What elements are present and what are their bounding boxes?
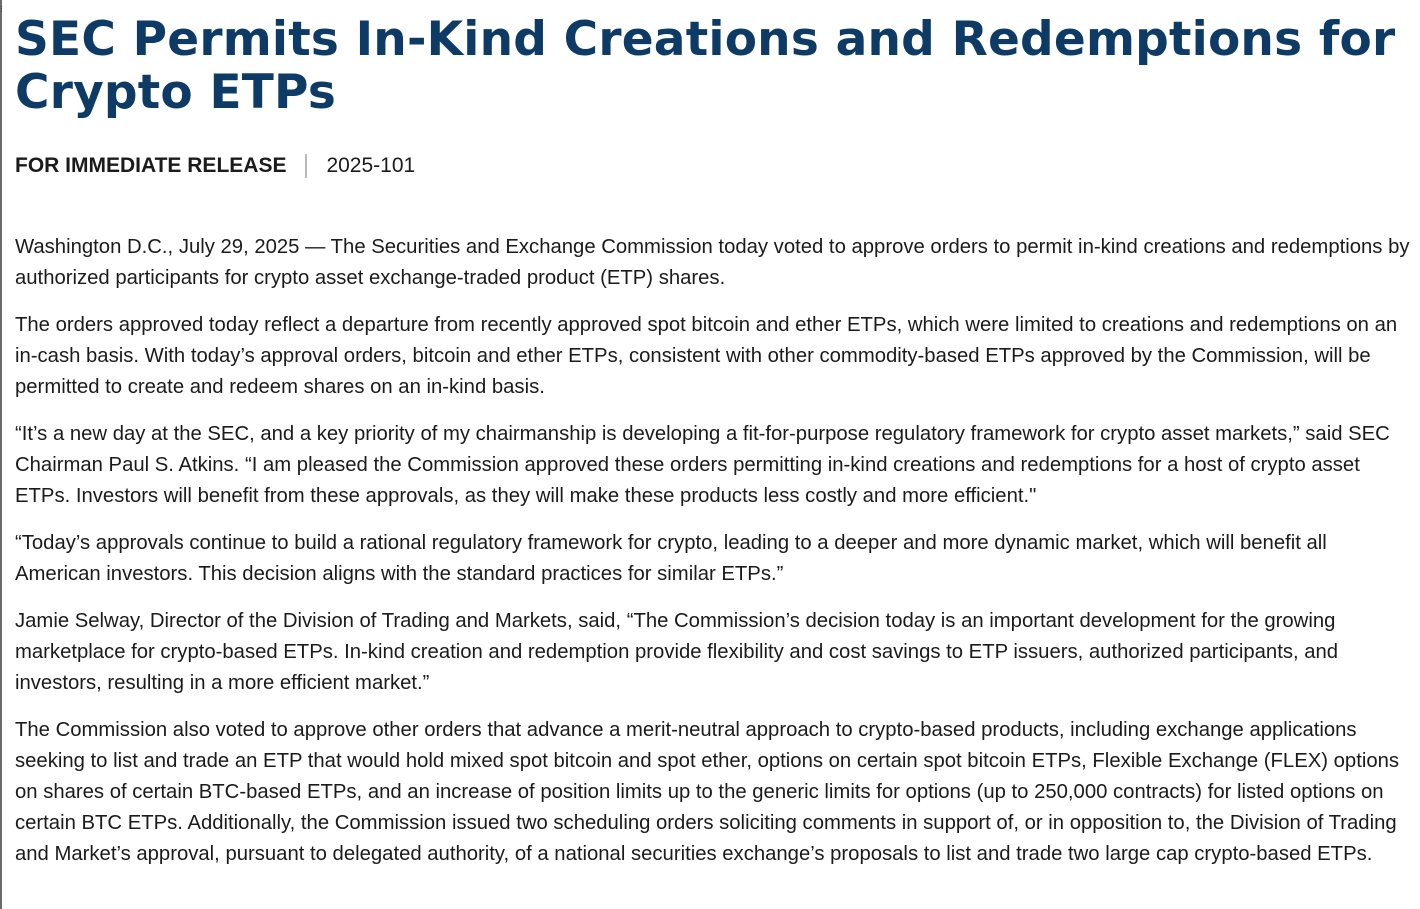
- paragraph-4: “Today’s approvals continue to build a rational regulatory framework for crypto, leading to a deeper and more dynamic market, which will benefit all American investors. This decision aligns with the standard practices for similar ETPs.”: [15, 532, 1327, 585]
- paragraph-3: “It’s a new day at the SEC, and a key priority of my chairmanship is developing a fit-for-purpose regulatory framework for crypto asset markets,” said SEC Chairman Paul S. Atkins. “I am pleased the Commission approved these orders permitting in-kind creations and redemptions for a host of crypto asset ETPs. Investors will benefit from these approvals, as they will make these products less costly and more efficient.": [15, 423, 1390, 507]
- corner-mark: ⁝: [0, 5, 3, 15]
- dateline-dash: —: [299, 236, 331, 258]
- dateline: Washington D.C., July 29, 2025: [15, 236, 300, 258]
- release-label: FOR IMMEDIATE RELEASE: [15, 154, 287, 177]
- release-meta: [15, 151, 1410, 181]
- window-left-edge: [0, 0, 2, 909]
- press-release: [15, 0, 1410, 886]
- page-title-line-2: Crypto ETPs: [15, 65, 337, 120]
- article-body: [15, 232, 1410, 870]
- page-title-line-1: SEC Permits In-Kind Creations and Redemptions for: [15, 12, 1396, 67]
- meta-divider: [305, 154, 307, 178]
- paragraph-6: The Commission also voted to approve other orders that advance a merit-neutral approach to crypto-based products, including exchange applications seeking to list and trade an ETP that would hold mixed spot bitcoin and spot ether, options on certain spot bitcoin ETPs, Flexible Exchange (FLEX) options on shares of certain BTC-based ETPs, and an increase of position limits up to the generic limits for options (up to 250,000 contracts) for listed options on certain BTC ETPs. Additionally, the Commission issued two scheduling orders soliciting comments in support of, or in opposition to, the Division of Trading and Market’s approval, pursuant to delegated authority, of a national securities exchange’s proposals to list and trade two large cap crypto-based ETPs.: [15, 719, 1400, 865]
- paragraph-1: [15, 232, 1410, 294]
- paragraph-1-text: The Securities and Exchange Commission today voted to approve orders to permit in-kind creations and redemptions by authorized participants for crypto asset exchange-traded product (ETP) shares.: [15, 236, 1410, 289]
- release-number: 2025-101: [326, 154, 416, 177]
- paragraph-5: Jamie Selway, Director of the Division of Trading and Markets, said, “The Commission’s decision today is an important development for the growing marketplace for crypto-based ETPs. In-kind creation and redemption provide flexibility and cost savings to ETP issuers, authorized participants, and investors, resulting in a more efficient market.”: [15, 610, 1339, 694]
- page-title: [15, 0, 1410, 119]
- paragraph-2: The orders approved today reflect a departure from recently approved spot bitcoin and ether ETPs, which were limited to creations and redemptions on an in-cash basis. With today’s approval orders, bitcoin and ether ETPs, consistent with other commodity-based ETPs approved by the Commission, will be permitted to create and redeem shares on an in-kind basis.: [15, 314, 1398, 398]
